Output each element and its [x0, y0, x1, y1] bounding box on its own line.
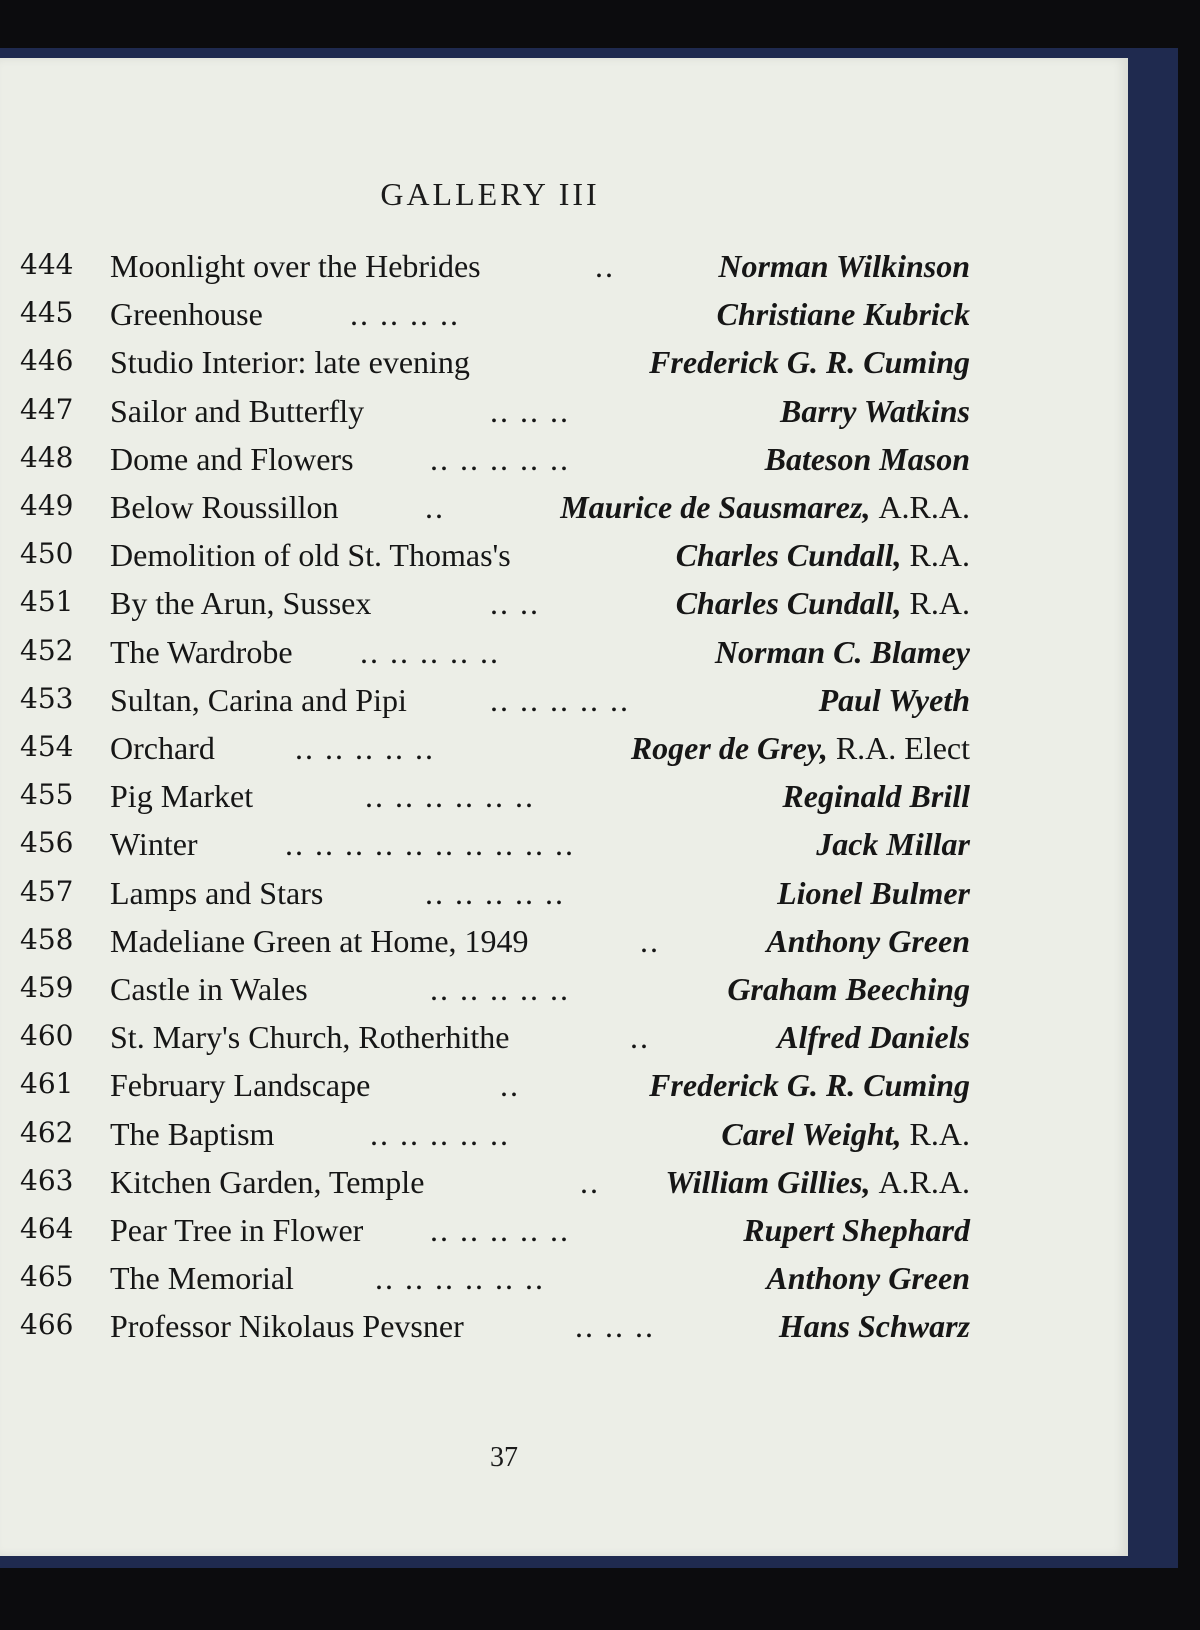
entry-artist: [721, 1116, 970, 1153]
entry-number: 464: [20, 1212, 74, 1245]
entry-title: Madeliane Green at Home, 1949: [110, 922, 529, 959]
catalogue-page: [0, 58, 1128, 1556]
artist-name: Frederick G. R. Cuming: [649, 1067, 970, 1104]
catalogue-entry: [20, 1260, 970, 1306]
entry-number: 446: [20, 344, 74, 378]
entry-number: 444: [20, 248, 74, 281]
entry-title: Lamps and Stars: [110, 874, 324, 911]
catalogue-entry: [20, 1164, 970, 1210]
entry-title: Kitchen Garden, Temple: [110, 1163, 425, 1200]
entry-title: Greenhouse: [110, 296, 263, 333]
entry-artist: [560, 489, 970, 526]
entry-title: Moonlight over the Hebrides: [110, 248, 481, 284]
artist-name: Norman Wilkinson: [718, 248, 970, 284]
artist-honour: A.R.A.: [878, 489, 970, 525]
entry-artist: [676, 537, 970, 574]
catalogue-entry: [20, 826, 970, 872]
entry-artist: [766, 1260, 970, 1297]
catalogue-entry: [20, 1212, 970, 1258]
artist-name: Alfred Daniels: [777, 1019, 970, 1056]
artist-name: Jack Millar: [816, 826, 970, 863]
catalogue-entry: [20, 585, 970, 631]
entry-artist: [777, 875, 970, 912]
leader-dots: .. .. .. .. ..: [370, 1115, 510, 1152]
leader-dots: .. .. .. .. ..: [430, 440, 570, 477]
entry-title: Sultan, Carina and Pipi: [110, 681, 407, 718]
catalogue-entry: [20, 923, 970, 969]
catalogue-entry: [20, 682, 970, 728]
entry-number: 463: [20, 1163, 74, 1197]
leader-dots: ..: [595, 248, 615, 284]
entry-artist: [816, 826, 970, 863]
entry-number: 458: [20, 922, 74, 956]
entry-number: 452: [20, 633, 74, 667]
entry-number: 460: [20, 1019, 74, 1053]
artist-name: William Gillies,: [665, 1163, 871, 1200]
entry-artist: [676, 585, 970, 622]
catalogue-entry: [20, 1116, 970, 1162]
entry-title: Winter: [110, 826, 198, 863]
entry-title: Orchard: [110, 730, 215, 766]
entry-number: 456: [20, 826, 74, 860]
entry-artist: [665, 1164, 970, 1201]
entry-artist: [649, 344, 970, 381]
artist-honour: R.A.: [909, 585, 970, 622]
artist-honour: A.R.A.: [878, 1163, 970, 1200]
leader-dots: ..: [500, 1067, 520, 1104]
entry-number: 447: [20, 392, 74, 426]
entry-artist: [782, 778, 970, 815]
entry-number: 457: [20, 874, 74, 908]
entry-number: 454: [20, 730, 74, 763]
entry-number: 451: [20, 585, 74, 619]
entry-number: 445: [20, 296, 74, 330]
leader-dots: .. .. .. .. ..: [490, 681, 630, 718]
entry-title: The Baptism: [110, 1115, 275, 1152]
entry-title: The Memorial: [110, 1260, 294, 1297]
catalogue-entry: [20, 537, 970, 583]
catalogue-entry: [20, 875, 970, 921]
leader-dots: .. .. .. .. .. ..: [365, 778, 535, 815]
entry-artist: [631, 730, 970, 767]
catalogue-entry: [20, 296, 970, 342]
artist-name: Graham Beeching: [727, 971, 970, 1007]
entry-artist: [649, 1067, 970, 1104]
leader-dots: .. ..: [490, 585, 540, 622]
entry-title: Pear Tree in Flower: [110, 1212, 364, 1248]
entry-artist: [780, 393, 970, 430]
leader-dots: ..: [640, 922, 660, 959]
entry-title: Dome and Flowers: [110, 440, 354, 477]
catalogue-entry: [20, 778, 970, 824]
leader-dots: .. .. .. .. ..: [430, 971, 570, 1007]
catalogue-entry: [20, 1019, 970, 1065]
entry-number: 455: [20, 778, 74, 812]
artist-name: Carel Weight,: [721, 1115, 902, 1152]
leader-dots: .. .. .. .. ..: [295, 730, 435, 766]
entry-artist: [766, 923, 970, 960]
artist-honour: R.A. Elect: [835, 730, 970, 766]
entry-number: 449: [20, 489, 74, 522]
leader-dots: .. .. ..: [490, 392, 570, 429]
leader-dots: ..: [425, 489, 445, 525]
artist-name: Lionel Bulmer: [777, 874, 970, 911]
entry-artist: [777, 1019, 970, 1056]
artist-name: Rupert Shephard: [743, 1212, 970, 1248]
entry-artist: [765, 441, 970, 478]
entry-number: 450: [20, 537, 74, 571]
artist-name: Norman C. Blamey: [714, 633, 970, 670]
leader-dots: .. .. .. .. .. .. .. .. .. ..: [285, 826, 575, 863]
entry-title: Below Roussillon: [110, 489, 339, 525]
catalogue-entry: [20, 393, 970, 439]
artist-name: Anthony Green: [766, 922, 970, 959]
leader-dots: .. .. .. .. ..: [425, 874, 565, 911]
artist-name: Barry Watkins: [780, 392, 970, 429]
entry-artist: [743, 1212, 970, 1249]
catalogue-entry: [20, 1308, 970, 1354]
catalogue-entry: [20, 1067, 970, 1113]
artist-name: Christiane Kubrick: [716, 296, 970, 333]
entry-artist: [718, 248, 970, 285]
artist-name: Roger de Grey,: [630, 730, 828, 766]
artist-name: Bateson Mason: [764, 440, 970, 477]
catalogue-entry: [20, 634, 970, 680]
entry-title: St. Mary's Church, Rotherhithe: [110, 1019, 510, 1056]
entry-title: By the Arun, Sussex: [110, 585, 372, 622]
catalogue-entry: [20, 441, 970, 487]
entry-title: Demolition of old St. Thomas's: [110, 537, 511, 574]
artist-name: Charles Cundall,: [675, 537, 902, 574]
catalogue-entry: [20, 248, 970, 294]
entry-number: 459: [20, 971, 74, 1004]
entry-title: Professor Nikolaus Pevsner: [110, 1308, 464, 1345]
leader-dots: ..: [580, 1163, 600, 1200]
entry-title: Studio Interior: late evening: [110, 344, 470, 381]
entry-artist: [819, 682, 970, 719]
entry-number: 462: [20, 1115, 74, 1149]
leader-dots: .. .. .. ..: [350, 296, 460, 333]
artist-name: Charles Cundall,: [675, 585, 902, 622]
artist-honour: R.A.: [909, 1115, 970, 1152]
artist-honour: R.A.: [909, 537, 970, 574]
entry-artist: [715, 634, 970, 671]
catalogue-entry: [20, 971, 970, 1017]
leader-dots: .. .. .. .. ..: [360, 633, 500, 670]
artist-name: Paul Wyeth: [818, 681, 970, 718]
entry-number: 465: [20, 1260, 74, 1294]
leader-dots: .. .. .. .. .. ..: [375, 1260, 545, 1297]
artist-name: Anthony Green: [766, 1260, 970, 1297]
entry-title: The Wardrobe: [110, 633, 293, 670]
artist-name: Reginald Brill: [782, 778, 970, 815]
artist-name: Frederick G. R. Cuming: [649, 344, 970, 381]
catalogue-entry: [20, 730, 970, 776]
entry-number: 448: [20, 440, 74, 474]
catalogue-entry: [20, 344, 970, 390]
entry-number: 461: [20, 1067, 74, 1101]
entry-title: Pig Market: [110, 778, 254, 815]
entry-title: February Landscape: [110, 1067, 371, 1104]
leader-dots: .. .. ..: [575, 1308, 655, 1345]
entry-number: 453: [20, 681, 74, 715]
artist-name: Hans Schwarz: [778, 1308, 970, 1345]
leader-dots: ..: [630, 1019, 650, 1056]
entry-number: 466: [20, 1308, 74, 1342]
page-number: 37: [490, 1442, 518, 1473]
artist-name: Maurice de Sausmarez,: [560, 489, 871, 525]
entry-artist: [779, 1308, 970, 1345]
entry-title: Sailor and Butterfly: [110, 392, 365, 429]
entry-artist: [727, 971, 970, 1008]
catalogue-entry: [20, 489, 970, 535]
entry-title: Castle in Wales: [110, 971, 308, 1007]
page-heading: GALLERY III: [380, 176, 600, 212]
leader-dots: .. .. .. .. ..: [430, 1212, 570, 1248]
entry-artist: [717, 296, 970, 333]
